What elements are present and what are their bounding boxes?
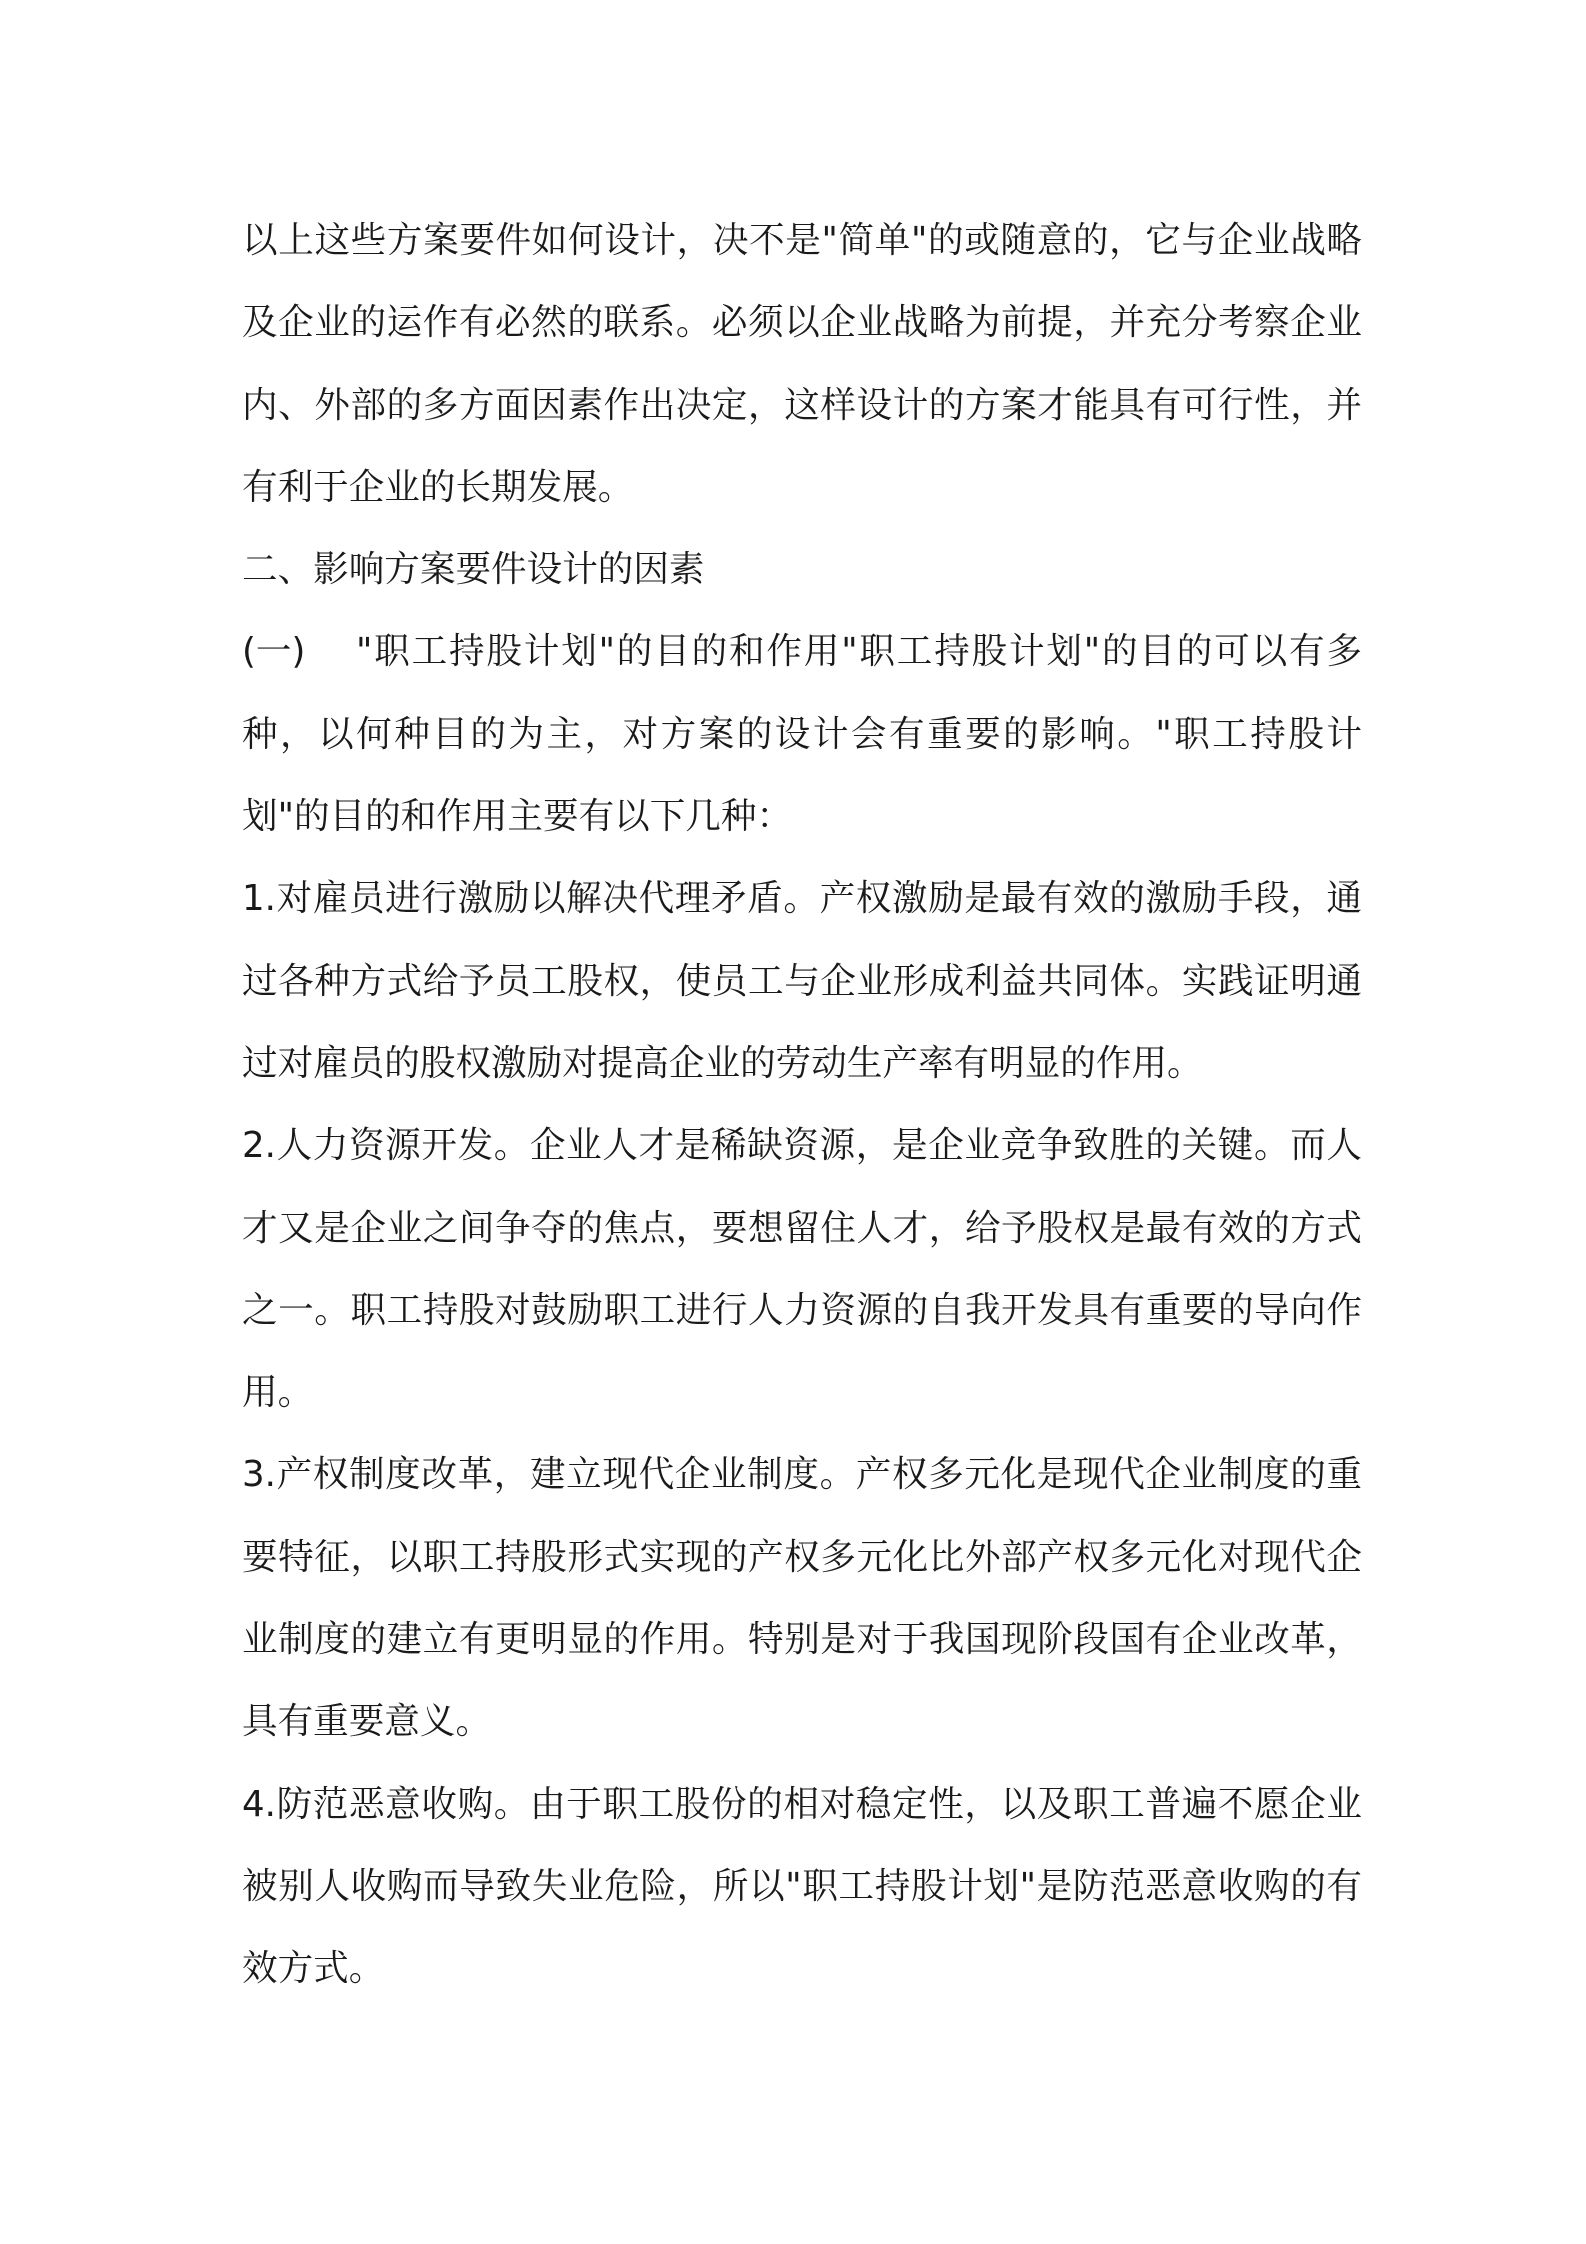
subsection-number: (一) (242, 631, 306, 673)
document-body (242, 200, 1362, 2011)
subsection-text: "职工持股计划"的目的和作用"职工持股计划"的目的可以有多种，以何种目的为主，对方案的设计会有重要的影响。"职工持股计划"的目的和作用主要有以下几种： (242, 631, 1362, 838)
intro-paragraph: 以上这些方案要件如何设计，决不是"简单"的或随意的，它与企业战略及企业的运作有必然的联系。必须以企业战略为前提，并充分考察企业内、外部的多方面因素作出决定，这样设计的方案才能具有可行性，并有利于企业的长期发展。 (242, 220, 1362, 508)
list-item-1: 1.对雇员进行激励以解决代理矛盾。产权激励是最有效的激励手段，通过各种方式给予员工股权，使员工与企业形成利益共同体。实践证明通过对雇员的股权激励对提高企业的劳动生产率有明显的作用。 (242, 878, 1362, 1084)
list-item-4: 4.防范恶意收购。由于职工股份的相对稳定性，以及职工普遍不愿企业被别人收购而导致失业危险，所以"职工持股计划"是防范恶意收购的有效方式。 (242, 1783, 1362, 1990)
section-heading: 二、影响方案要件设计的因素 (242, 549, 705, 591)
list-item-3: 3.产权制度改革，建立现代企业制度。产权多元化是现代企业制度的重要特征，以职工持股形式实现的产权多元化比外部产权多元化对现代企业制度的建立有更明显的作用。特别是对于我国现阶段国有企业改革，具有重要意义。 (242, 1454, 1362, 1743)
list-item-2: 2.人力资源开发。企业人才是稀缺资源，是企业竞争致胜的关键。而人才又是企业之间争夺的焦点，要想留住人才，给予股权是最有效的方式之一。职工持股对鼓励职工进行人力资源的自我开发具有重要的导向作用。 (242, 1125, 1362, 1414)
subsection-paragraph (242, 611, 1362, 858)
